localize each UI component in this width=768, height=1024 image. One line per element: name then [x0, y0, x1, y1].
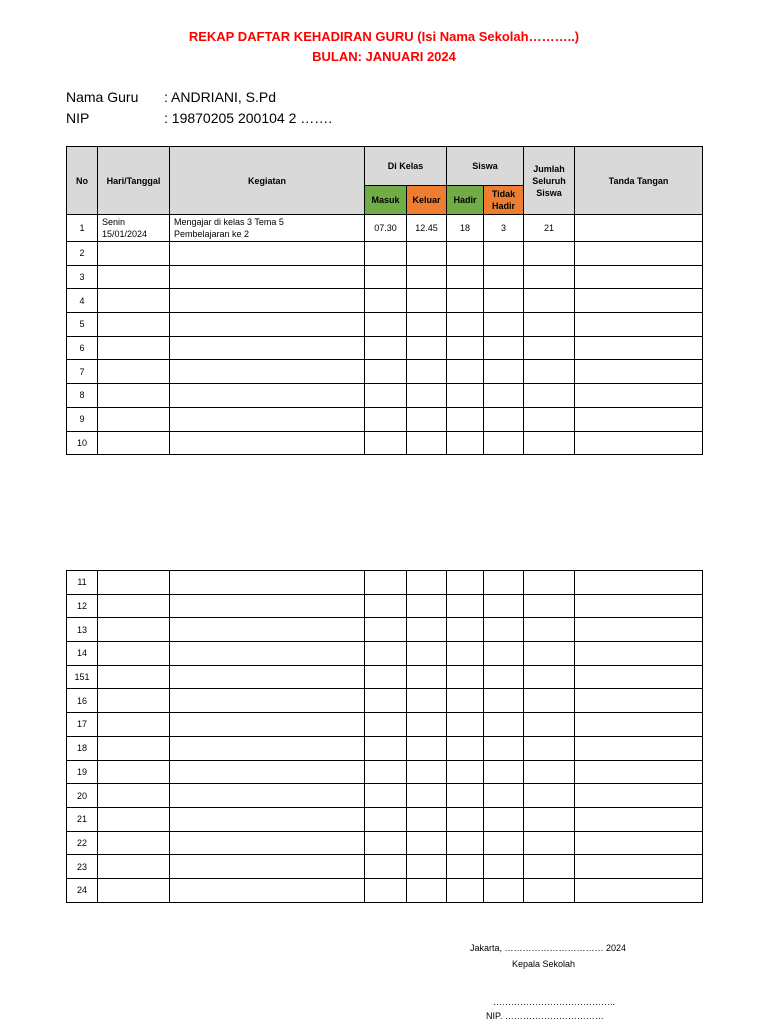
cell-empty [365, 665, 407, 689]
cell-present: 18 [447, 215, 484, 242]
cell-empty [575, 618, 703, 642]
header-students: Siswa [447, 147, 524, 186]
cell-empty [575, 313, 703, 337]
header-in: Masuk [365, 186, 407, 215]
cell-no: 6 [67, 336, 98, 360]
table-row [67, 807, 703, 831]
cell-empty [524, 431, 575, 455]
cell-empty [575, 855, 703, 879]
cell-empty [575, 878, 703, 902]
cell-empty [98, 784, 170, 808]
cell-empty [524, 242, 575, 266]
cell-empty [575, 760, 703, 784]
cell-empty [484, 807, 524, 831]
cell-empty [447, 431, 484, 455]
cell-no: 12 [67, 594, 98, 618]
cell-empty [407, 618, 447, 642]
cell-empty [447, 384, 484, 408]
cell-empty [575, 384, 703, 408]
cell-empty [98, 689, 170, 713]
cell-empty [524, 689, 575, 713]
cell-empty [524, 313, 575, 337]
cell-empty [524, 384, 575, 408]
cell-empty [98, 360, 170, 384]
table-row [67, 878, 703, 902]
table-row [67, 665, 703, 689]
cell-no: 1 [67, 215, 98, 242]
cell-empty [170, 594, 365, 618]
cell-empty [575, 407, 703, 431]
header-out: Keluar [407, 186, 447, 215]
cell-empty [447, 665, 484, 689]
cell-empty [365, 360, 407, 384]
cell-empty [407, 713, 447, 737]
cell-empty [98, 431, 170, 455]
cell-empty [575, 736, 703, 760]
table-row [67, 855, 703, 879]
cell-no: 5 [67, 313, 98, 337]
cell-empty [484, 689, 524, 713]
cell-absent: 3 [484, 215, 524, 242]
cell-empty [407, 384, 447, 408]
header-signature: Tanda Tangan [575, 147, 703, 215]
cell-empty [365, 289, 407, 313]
table-row [67, 760, 703, 784]
cell-activity-line2: Pembelajaran ke 2 [174, 229, 250, 239]
cell-no: 20 [67, 784, 98, 808]
cell-empty [484, 665, 524, 689]
cell-empty [407, 242, 447, 266]
table-row [67, 689, 703, 713]
teacher-name-row [66, 89, 276, 105]
cell-empty [98, 384, 170, 408]
cell-empty [170, 407, 365, 431]
cell-empty [484, 784, 524, 808]
cell-empty [365, 807, 407, 831]
cell-empty [447, 242, 484, 266]
cell-empty [524, 855, 575, 879]
cell-empty [484, 313, 524, 337]
cell-signature [575, 215, 703, 242]
cell-empty [365, 831, 407, 855]
cell-activity [170, 215, 365, 242]
table-row [67, 713, 703, 737]
teacher-name-label: Nama Guru [66, 89, 139, 105]
cell-empty [484, 642, 524, 666]
cell-no: 23 [67, 855, 98, 879]
cell-empty [170, 855, 365, 879]
cell-empty [407, 594, 447, 618]
cell-empty [447, 736, 484, 760]
cell-empty [407, 407, 447, 431]
cell-empty [524, 665, 575, 689]
cell-no: 14 [67, 642, 98, 666]
table-row [67, 289, 703, 313]
cell-empty [575, 713, 703, 737]
cell-empty [170, 736, 365, 760]
cell-empty [170, 242, 365, 266]
page-subtitle: BULAN: JANUARI 2024 [312, 49, 456, 64]
signature-name-line: ………………………………….. [493, 997, 616, 1007]
cell-empty [170, 360, 365, 384]
cell-empty [98, 265, 170, 289]
cell-empty [484, 384, 524, 408]
nip-row [66, 110, 332, 126]
cell-empty [575, 689, 703, 713]
cell-no: 4 [67, 289, 98, 313]
cell-empty [407, 736, 447, 760]
cell-empty [524, 642, 575, 666]
cell-empty [447, 760, 484, 784]
signature-role: Kepala Sekolah [512, 959, 576, 969]
table-row [67, 784, 703, 808]
table-row [67, 336, 703, 360]
page-title: REKAP DAFTAR KEHADIRAN GURU (Isi Nama Sekolah………..) [188, 29, 580, 44]
cell-no: 11 [67, 571, 98, 595]
cell-empty [98, 807, 170, 831]
table-row [67, 215, 703, 242]
cell-empty [407, 855, 447, 879]
cell-total: 21 [524, 215, 575, 242]
cell-empty [575, 665, 703, 689]
cell-empty [484, 431, 524, 455]
table-row [67, 571, 703, 595]
cell-empty [170, 618, 365, 642]
cell-empty [170, 784, 365, 808]
nip-value: : 19870205 200104 2 ……. [164, 110, 333, 126]
cell-empty [365, 736, 407, 760]
cell-empty [98, 571, 170, 595]
cell-empty [407, 642, 447, 666]
cell-empty [170, 689, 365, 713]
cell-empty [484, 855, 524, 879]
cell-empty [447, 313, 484, 337]
cell-date-day: Senin [102, 217, 126, 227]
header-class: Di Kelas [365, 147, 447, 186]
cell-empty [484, 713, 524, 737]
table-row [67, 242, 703, 266]
cell-no: 3 [67, 265, 98, 289]
cell-empty [484, 736, 524, 760]
cell-empty [407, 313, 447, 337]
cell-empty [447, 407, 484, 431]
cell-empty [170, 384, 365, 408]
cell-empty [484, 878, 524, 902]
cell-no: 18 [67, 736, 98, 760]
table-row [67, 831, 703, 855]
cell-empty [484, 760, 524, 784]
cell-empty [575, 242, 703, 266]
cell-no: 2 [67, 242, 98, 266]
table-row [67, 594, 703, 618]
header-date: Hari/Tanggal [98, 147, 170, 215]
cell-empty [524, 360, 575, 384]
cell-empty [365, 878, 407, 902]
signature-place-date: Jakarta, …………………………… 2024 [470, 943, 627, 953]
cell-empty [365, 689, 407, 713]
cell-empty [447, 831, 484, 855]
cell-empty [170, 265, 365, 289]
cell-empty [407, 289, 447, 313]
cell-empty [484, 242, 524, 266]
cell-empty [407, 689, 447, 713]
cell-empty [170, 431, 365, 455]
header-no: No [67, 147, 98, 215]
cell-empty [484, 360, 524, 384]
cell-empty [575, 642, 703, 666]
cell-empty [447, 336, 484, 360]
cell-empty [524, 407, 575, 431]
cell-empty [447, 571, 484, 595]
cell-empty [98, 760, 170, 784]
cell-empty [447, 360, 484, 384]
cell-empty [407, 807, 447, 831]
cell-empty [447, 594, 484, 618]
cell-empty [575, 571, 703, 595]
cell-empty [447, 642, 484, 666]
cell-empty [447, 713, 484, 737]
cell-empty [98, 618, 170, 642]
cell-empty [365, 384, 407, 408]
cell-empty [447, 618, 484, 642]
cell-empty [365, 594, 407, 618]
attendance-table-2 [66, 570, 703, 903]
cell-empty [524, 336, 575, 360]
cell-empty [98, 594, 170, 618]
cell-empty [407, 760, 447, 784]
cell-empty [447, 807, 484, 831]
cell-empty [524, 760, 575, 784]
table-row [67, 360, 703, 384]
cell-empty [524, 831, 575, 855]
table-row [67, 618, 703, 642]
cell-empty [98, 289, 170, 313]
cell-empty [575, 265, 703, 289]
table-row [67, 642, 703, 666]
cell-empty [365, 265, 407, 289]
cell-empty [484, 407, 524, 431]
cell-empty [365, 855, 407, 879]
cell-empty [484, 265, 524, 289]
cell-empty [98, 736, 170, 760]
cell-empty [407, 878, 447, 902]
cell-empty [365, 431, 407, 455]
cell-empty [575, 431, 703, 455]
cell-empty [98, 665, 170, 689]
cell-empty [170, 713, 365, 737]
cell-date-value: 15/01/2024 [102, 229, 148, 239]
cell-no: 24 [67, 878, 98, 902]
cell-empty [447, 855, 484, 879]
cell-empty [407, 336, 447, 360]
cell-empty [170, 878, 365, 902]
cell-empty [407, 571, 447, 595]
cell-empty [365, 336, 407, 360]
cell-no: 7 [67, 360, 98, 384]
cell-empty [365, 571, 407, 595]
cell-empty [365, 242, 407, 266]
header-total: Jumlah Seluruh Siswa [524, 147, 575, 215]
cell-empty [407, 784, 447, 808]
cell-empty [98, 242, 170, 266]
cell-empty [170, 313, 365, 337]
cell-empty [98, 336, 170, 360]
cell-empty [365, 407, 407, 431]
cell-empty [98, 642, 170, 666]
header-absent: Tidak Hadir [484, 186, 524, 215]
cell-empty [365, 760, 407, 784]
cell-empty [170, 760, 365, 784]
cell-empty [524, 265, 575, 289]
cell-empty [447, 265, 484, 289]
cell-empty [365, 713, 407, 737]
cell-empty [447, 784, 484, 808]
cell-empty [447, 289, 484, 313]
table-row [67, 736, 703, 760]
cell-empty [407, 831, 447, 855]
cell-activity-line1: Mengajar di kelas 3 Tema 5 [174, 217, 284, 227]
cell-empty [524, 289, 575, 313]
cell-empty [575, 807, 703, 831]
cell-empty [170, 665, 365, 689]
cell-no: 19 [67, 760, 98, 784]
attendance-table-1 [66, 146, 703, 455]
cell-empty [98, 855, 170, 879]
header-present: Hadir [447, 186, 484, 215]
nip-label: NIP [66, 110, 90, 126]
cell-empty [575, 831, 703, 855]
cell-empty [365, 642, 407, 666]
cell-empty [170, 571, 365, 595]
cell-empty [484, 831, 524, 855]
cell-empty [407, 431, 447, 455]
cell-empty [524, 571, 575, 595]
cell-empty [575, 784, 703, 808]
cell-no: 22 [67, 831, 98, 855]
cell-empty [365, 618, 407, 642]
cell-empty [447, 689, 484, 713]
cell-no: 10 [67, 431, 98, 455]
cell-empty [170, 831, 365, 855]
table-row [67, 431, 703, 455]
cell-empty [484, 571, 524, 595]
cell-empty [365, 313, 407, 337]
table-row [67, 407, 703, 431]
cell-empty [484, 618, 524, 642]
cell-empty [524, 878, 575, 902]
cell-empty [98, 407, 170, 431]
cell-empty [524, 594, 575, 618]
cell-empty [98, 313, 170, 337]
cell-empty [524, 807, 575, 831]
cell-no: 21 [67, 807, 98, 831]
cell-empty [575, 594, 703, 618]
cell-empty [365, 784, 407, 808]
cell-empty [98, 831, 170, 855]
cell-empty [170, 807, 365, 831]
teacher-name-value: : ANDRIANI, S.Pd [164, 89, 277, 105]
cell-empty [484, 289, 524, 313]
table-row [67, 265, 703, 289]
cell-empty [575, 336, 703, 360]
cell-empty [524, 618, 575, 642]
cell-empty [98, 713, 170, 737]
cell-empty [484, 336, 524, 360]
cell-empty [170, 642, 365, 666]
cell-no: 16 [67, 689, 98, 713]
cell-empty [98, 878, 170, 902]
header-activity: Kegiatan [170, 147, 365, 215]
signature-nip-line: NIP. …………………………… [486, 1011, 604, 1021]
cell-empty [407, 265, 447, 289]
cell-date [98, 215, 170, 242]
cell-empty [524, 736, 575, 760]
cell-empty [575, 360, 703, 384]
cell-empty [170, 289, 365, 313]
cell-empty [524, 784, 575, 808]
table-row [67, 384, 703, 408]
cell-empty [407, 360, 447, 384]
cell-out: 12.45 [407, 215, 447, 242]
table-row [67, 313, 703, 337]
cell-empty [407, 665, 447, 689]
cell-no: 151 [67, 665, 98, 689]
cell-no: 17 [67, 713, 98, 737]
cell-empty [447, 878, 484, 902]
cell-in: 07.30 [365, 215, 407, 242]
cell-empty [575, 289, 703, 313]
cell-no: 13 [67, 618, 98, 642]
cell-empty [484, 594, 524, 618]
cell-empty [524, 713, 575, 737]
cell-empty [170, 336, 365, 360]
cell-no: 9 [67, 407, 98, 431]
cell-no: 8 [67, 384, 98, 408]
